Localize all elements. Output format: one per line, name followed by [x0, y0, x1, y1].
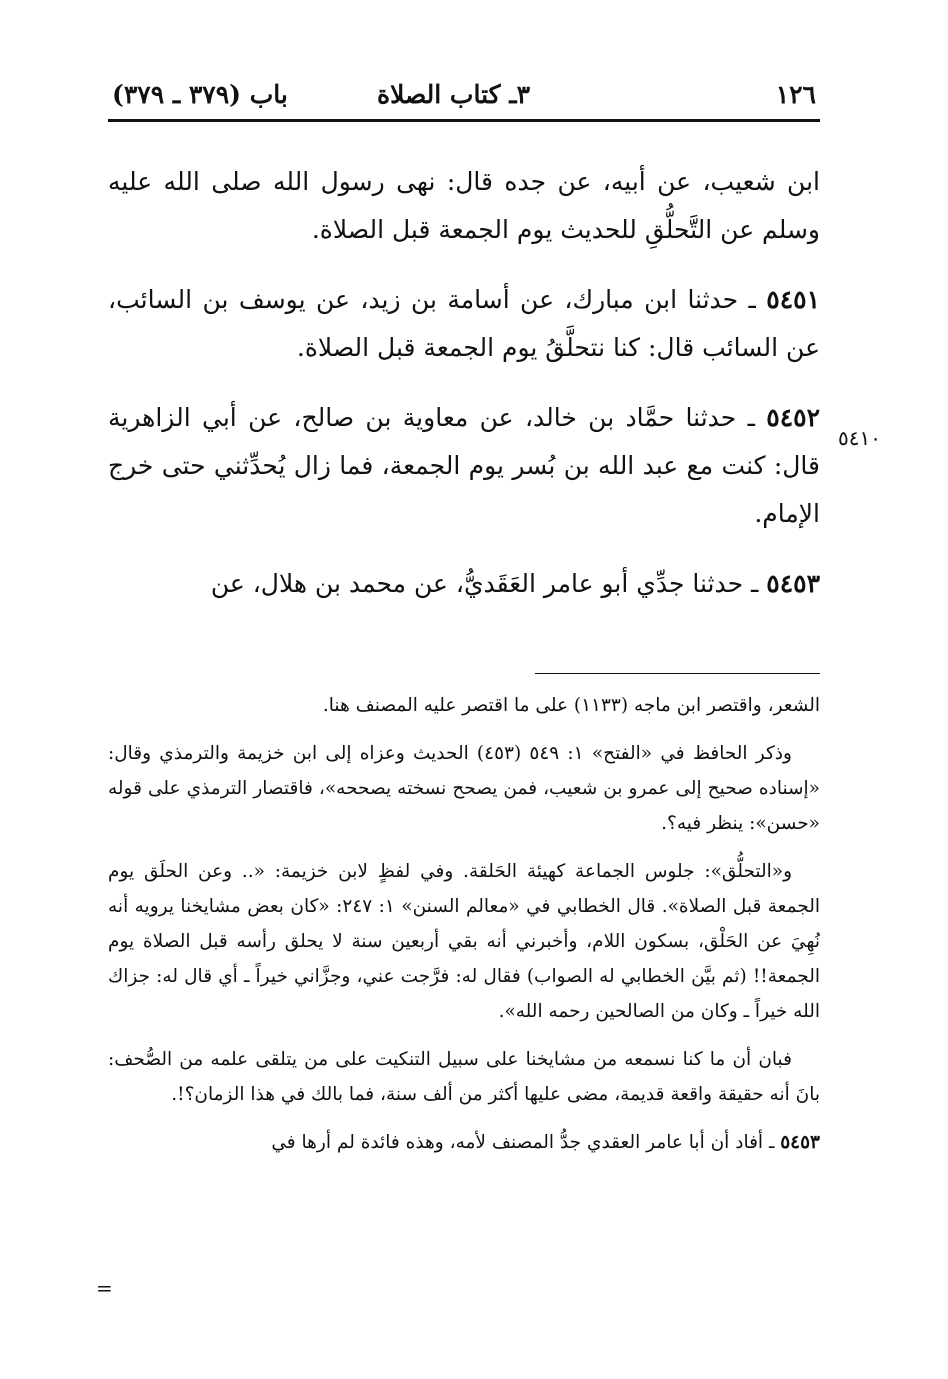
- footnote-paragraph: الشعر، واقتصر ابن ماجه (١١٣٣) على ما اقتصر عليه المصنف هنا.: [322, 695, 820, 716]
- hadith-paragraph: [108, 276, 820, 372]
- margin-reference-number: ٥٤١٠: [838, 426, 881, 450]
- page-header: [108, 76, 820, 116]
- book-title: ٣ـ كتاب الصلاة: [376, 80, 530, 109]
- paragraph-text: ـ حدثنا حمَّاد بن خالد، عن معاوية بن صالح، عن أبي الزاهرية قال: كنت مع عبد الله بن بُسر يوم الجمعة، فما زال يُحدِّثني حتى خرج الإمام.: [108, 403, 820, 528]
- footnote-paragraph: [108, 1125, 820, 1160]
- footnotes: [108, 688, 820, 1173]
- page-number: ١٢٦: [775, 80, 816, 109]
- hadith-number: ٥٤٥٢: [766, 403, 820, 432]
- paragraph-text: ـ حدثنا ابن مبارك، عن أسامة بن زيد، عن يوسف بن السائب، عن السائب قال: كنا نتحلَّقُ يوم الجمعة قبل الصلاة.: [108, 285, 820, 362]
- main-text: [108, 158, 820, 630]
- footnote-paragraph: و«التحلُّق»: جلوس الجماعة كهيئة الحَلقة. وفي لفظٍ لابن خزيمة: «.. وعن الحلَق يوم الجمعة قبل الصلاة». قال الخطابي في «معالم السنن» ١: ٢٤٧: «كان بعض مشايخنا يرويه أنه نُهِيَ عن الحَلْق، بسكون اللام، وأخبرني أنه بقي أربعين سنة لا يحلق رأسه قبل الصلاة يوم الجمعة!! (ثم بيَّن الخطابي له الصواب) فقال له: فرَّجت عني، وجزَّاني خيراً ـ أي قال له: جزاك الله خيراً ـ وكان من الصالحين رحمه الله».: [108, 861, 820, 1022]
- chapter-heading: باب (٣٧٩ ـ ٣٧٩): [112, 80, 288, 109]
- continuation-mark: =: [96, 1276, 113, 1300]
- paragraph-text: ـ حدثنا جدِّي أبو عامر العَقَديُّ، عن محمد بن هلال، عن: [210, 569, 767, 598]
- footnote-paragraph: وذكر الحافظ في «الفتح» ١: ٥٤٩ (٤٥٣) الحديث وعزاه إلى ابن خزيمة والترمذي وقال: «إسناده صحيح إلى عمرو بن شعيب، فمن يصحح نسخته يصححه»، فاقتصار الترمذي على قوله «حسن»: ينظر فيه؟.: [108, 743, 820, 834]
- hadith-number: ٥٤٥١: [766, 285, 820, 314]
- hadith-paragraph: [108, 158, 820, 254]
- hadith-number: ٥٤٥٣: [766, 569, 820, 598]
- footnote-paragraph: فبان أن ما كنا نسمعه من مشايخنا على سبيل التنكيت على من يتلقى علمه من الصُّحف: بانَ أنه حقيقة واقعة قديمة، مضى عليها أكثر من ألف سنة، فما بالك في هذا الزمان؟!.: [108, 1049, 820, 1105]
- paragraph-text: ابن شعيب، عن أبيه، عن جده قال: نهى رسول الله صلى الله عليه وسلم عن التَّحلُّقِ للحديث يوم الجمعة قبل الصلاة.: [108, 167, 820, 244]
- hadith-paragraph: [108, 394, 820, 538]
- footnote-number: ٥٤٥٣: [780, 1132, 820, 1153]
- header-rule: [108, 119, 820, 122]
- footnote-text: ـ أفاد أن أبا عامر العقدي جدُّ المصنف لأمه، وهذه فائدة لم أرها في: [271, 1132, 781, 1153]
- footnote-separator: [535, 673, 820, 674]
- hadith-paragraph: [108, 560, 820, 608]
